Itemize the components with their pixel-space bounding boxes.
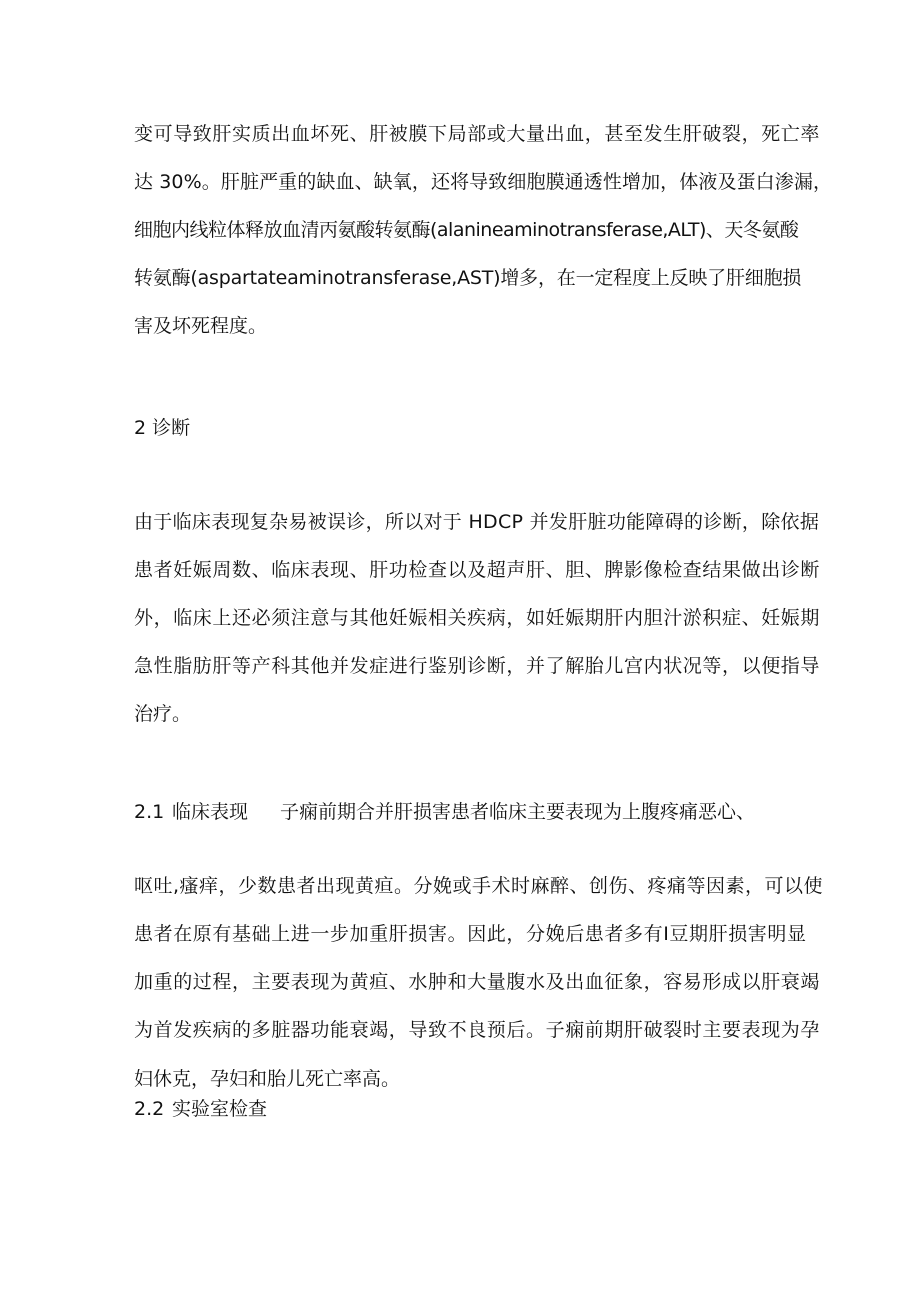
section-2-heading: 2 诊断 [134, 417, 191, 439]
section-2-line-4: 急性脂肪肝等产科其他并发症进行鉴别诊断，并了解胎儿宫内状况等，以便指导 [134, 655, 821, 677]
section-2-1-first-line: 子痫前期合并肝损害患者临床主要表现为上腹疼痛恶心、 [280, 801, 756, 823]
section-2-1-heading [134, 799, 755, 825]
intro-line-2: 达 30%。肝脏严重的缺血、缺氧，还将导致细胞膜通透性增加，体液及蛋白渗漏， [134, 171, 833, 193]
section-2-line-1: 由于临床表现复杂易被误诊，所以对于 HDCP 并发肝脏功能障碍的诊断，除依据 [134, 511, 820, 533]
intro-line-3: 细胞内线粒体释放血清丙氨酸转氨酶(alanineaminotransferase,ALT)、天冬氨酸 [134, 219, 799, 241]
section-2-1-line-5: 妇休克，孕妇和胎儿死亡率高。 [134, 1068, 401, 1090]
section-2-2-title: 实验室检查 [172, 1098, 268, 1120]
section-2-line-5: 治疗。 [134, 703, 192, 725]
section-2-1-line-1: 呕吐,瘙痒，少数患者出现黄疸。分娩或手术时麻醉、创伤、疼痛等因素，可以使 [134, 875, 824, 897]
section-2-1-number: 2.1 [134, 801, 165, 823]
intro-line-1: 变可导致肝实质出血坏死、肝被膜下局部或大量出血，甚至发生肝破裂，死亡率 [134, 123, 821, 145]
section-2-1-line-4: 为首发疾病的多脏器功能衰竭，导致不良预后。子痫前期肝破裂时主要表现为孕 [134, 1019, 821, 1041]
intro-line-4: 转氨酶(aspartateaminotransferase,AST)增多，在一定程度上反映了肝细胞损 [134, 267, 802, 289]
section-2-1-line-3: 加重的过程，主要表现为黄疸、水肿和大量腹水及出血征象，容易形成以肝衰竭 [134, 971, 821, 993]
section-2-1-title: 临床表现 [172, 801, 249, 823]
section-2-2-number: 2.2 [134, 1098, 165, 1120]
section-2-2-heading [134, 1096, 267, 1122]
section-2-1-line-2: 患者在原有基础上进一步加重肝损害。因此，分娩后患者多有Ⅰ豆期肝损害明显 [134, 923, 807, 945]
section-2-line-3: 外，临床上还必须注意与其他妊娠相关疾病，如妊娠期肝内胆汁淤积症、妊娠期 [134, 607, 821, 629]
intro-line-5: 害及坏死程度。 [134, 315, 268, 337]
section-2-line-2: 患者妊娠周数、临床表现、肝功检查以及超声肝、胆、脾影像检查结果做出诊断 [134, 559, 821, 581]
